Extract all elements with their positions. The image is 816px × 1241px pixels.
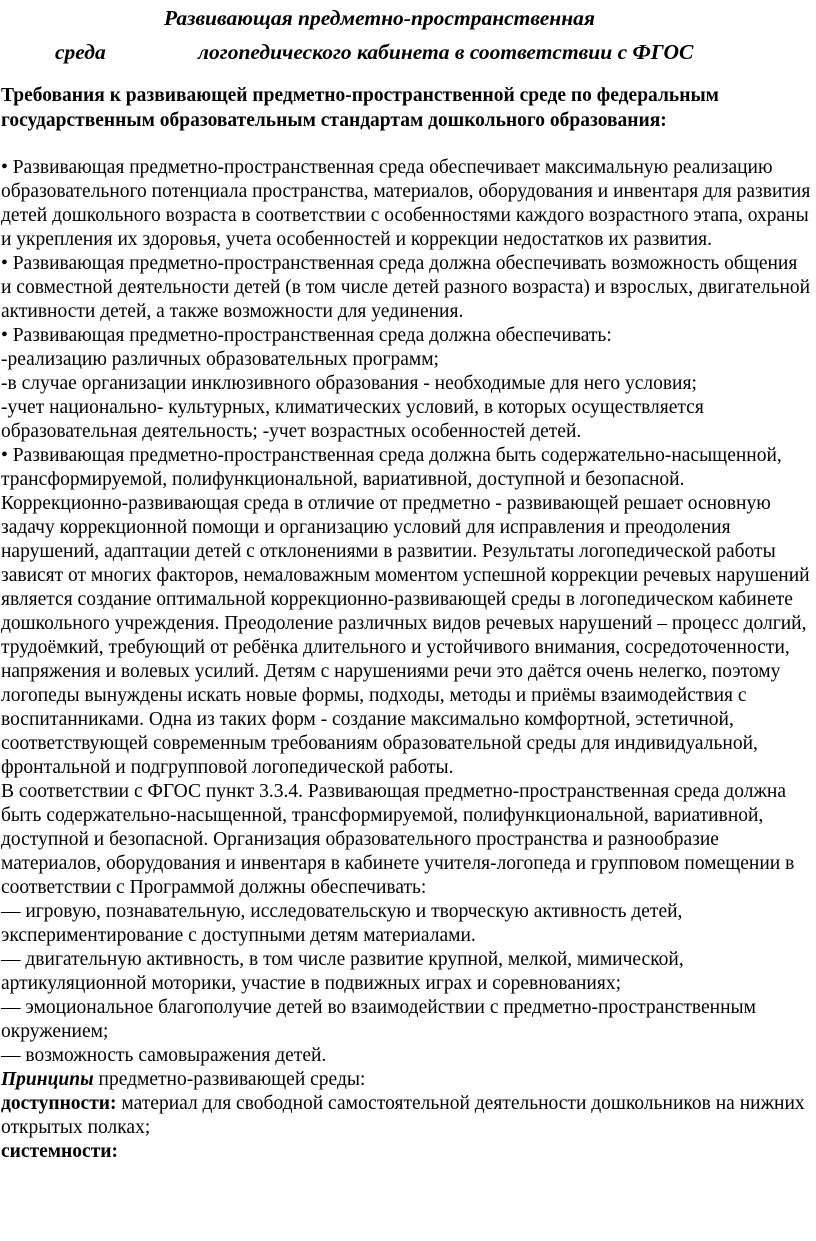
title-line-2-rest: логопедического кабинета в соответствии с ФГОС [198, 40, 694, 64]
accessibility-line [1, 1092, 812, 1140]
bullet-paragraph: • Развивающая предметно-пространственная среда должна обеспечивать: [1, 325, 612, 346]
title-line-1: Развивающая предметно-пространственная [164, 6, 595, 30]
principles-label: Принципы [1, 1069, 94, 1090]
bullet-paragraph: • Развивающая предметно-пространственная среда должна обеспечивать возможность общения и совместной деятельности детей (в том числе детей разного возраста) и взрослых, двигательной активности детей, а также возможности для уединения. [1, 253, 811, 322]
correction-paragraph: Коррекционно-развивающая среда в отличие от предметно - развивающей решает основную задачу коррекционной помощи и организацию условий для исправления и преодоления нарушений, адаптации детей с отклонениями в развитии. Результаты логопедической работы зависят от многих факторов, немаловажным моментом успешной коррекции речевых нарушений является создание оптимальной коррекционно-развивающей среды в логопедическом кабинете дошкольного учреждения. Преодоление различных видов речевых нарушений – процесс долгий, трудоёмкий, требующий от ребёнка длительного и устойчивого внимания, сосредоточенности, напряжения и волевых усилий. Детям с нарушениями речи это даётся очень нелегко, поэтому логопеды вынуждены искать новые формы, подходы, методы и приёмы взаимодействия с воспитанниками. Одна из таких форм - создание максимально комфортной, эстетичной, соответствующей современным требованиям образовательной среды для индивидуальной, фронтальной и подгрупповой логопедической работы. [1, 493, 810, 778]
accessibility-label: доступности: [1, 1093, 117, 1114]
sub-item: -учет национально- культурных, климатических условий, в которых осуществляется образовательная деятельность; -учет возрастных особенностей детей. [1, 397, 704, 442]
document-title [1, 0, 812, 69]
title-word-environment: среда [55, 40, 106, 64]
systematicity-label: системности: [1, 1141, 119, 1162]
blank-line [1, 133, 812, 156]
sub-item: -реализацию различных образовательных программ; [1, 349, 439, 370]
dash-item: — эмоциональное благополучие детей во взаимодействии с предметно-пространственным окружением; [1, 997, 756, 1042]
sub-item: -в случае организации инклюзивного образования - необходимые для него условия; [1, 373, 697, 394]
bullet-paragraph: • Развивающая предметно-пространственная среда обеспечивает максимальную реализацию образовательного потенциала пространства, материалов, оборудования и инвентаря для развития детей дошкольного возраста в соответствии с особенностями каждого возрастного этапа, охраны и укрепления их здоровья, учета особенностей и коррекции недостатков их развития. [1, 157, 811, 250]
requirements-heading: Требования к развивающей предметно-пространственной среде по федеральным государственным образовательным стандартам дошкольного образования: [1, 85, 719, 131]
bullet-paragraph: • Развивающая предметно-пространственная среда должна быть содержательно-насыщенной, трансформируемой, полифункциональной, вариативной, доступной и безопасной. [1, 445, 782, 490]
dash-item: — возможность самовыражения детей. [1, 1045, 327, 1066]
accessibility-text: материал для свободной самостоятельной деятельности дошкольников на нижних открытых полках; [1, 1093, 805, 1138]
fgos-paragraph: В соответствии с ФГОС пункт 3.3.4. Развивающая предметно-пространственная среда должна быть содержательно-насыщенной, трансформируемой, полифункциональной, вариативной, доступной и безопасной. Организация образовательного пространства и разнообразие материалов, оборудования и инвентаря в кабинете учителя-логопеда и групповом помещении в соответствии с Программой должны обеспечивать: [1, 781, 795, 898]
systematicity-line [1, 1140, 812, 1164]
principles-text: предметно-развивающей среды: [93, 1069, 366, 1090]
title-line-2 [1, 35, 812, 69]
dash-item: — двигательную активность, в том числе развитие крупной, мелкой, мимической, артикуляционной моторики, участие в подвижных играх и соревнованиях; [1, 949, 684, 994]
dash-item: — игровую, познавательную, исследовательскую и творческую активность детей, экспериментирование с доступными детям материалами. [1, 901, 683, 946]
principles-line [1, 1068, 812, 1092]
